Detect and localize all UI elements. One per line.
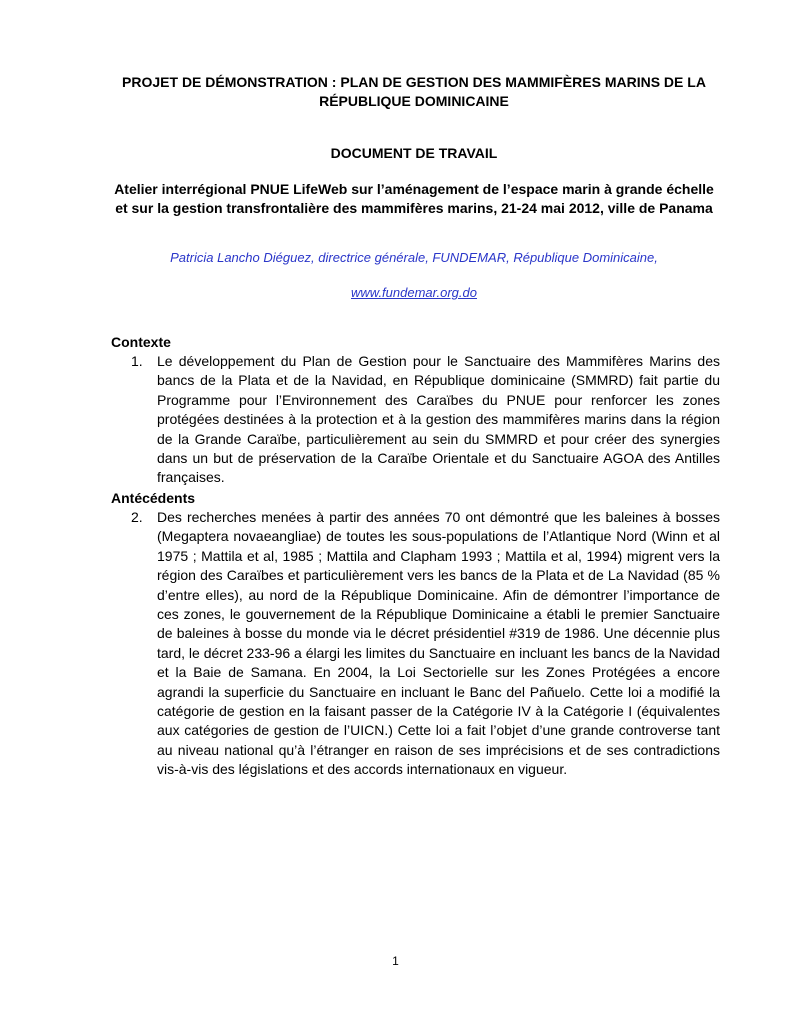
- numbered-paragraph-2: [131, 508, 720, 780]
- paragraph-text: Des recherches menées à partir des années 70 ont démontré que les baleines à bosses (Megaptera novaeangliae) de toutes les sous-populations de l’Atlantique Nord (Winn et al 1975 ; Mattila et al, 1985 ; Mattila and Clapham 1993 ; Mattila et al, 1994) migrent vers la région des Caraïbes et particulièrement vers les bancs de la Plata et de La Navidad (85 % d’entre elles), au nord de la République Dominicaine. Afin de démontrer l’importance de ces zones, le gouvernement de la République Dominicaine a établi le premier Sanctuaire de baleines à bosse du monde via le décret présidentiel #319 de 1986. Une décennie plus tard, le décret 233-96 a élargi les limites du Sanctuaire en incluant les bancs de la Navidad et la Baie de Samana. En 2004, la Loi Sectorielle sur les Zones Protégées a encore agrandi la superficie du Sanctuaire en incluant le Banc del Pañuelo. Cette loi a modifié la catégorie de gestion en la faisant passer de la Catégorie IV à la Catégorie I (équivalentes aux catégories de gestion de l’UICN.) Cette loi a fait l’objet d’une grande controverse tant au niveau national qu’à l’étranger en raison de ses imprécisions et de ses contradictions vis-à-vis des législations et des accords internationaux en vigueur.: [157, 509, 720, 778]
- page-number: 1: [392, 954, 399, 968]
- section-heading-antecedents: Antécédents: [111, 490, 196, 506]
- document-title: PROJET DE DÉMONSTRATION : PLAN DE GESTION DES MAMMIFÈRES MARINS DE LA RÉPUBLIQUE DOMINICAINE: [122, 74, 706, 109]
- paragraph-number: 2.: [131, 509, 143, 525]
- paragraph-number: 1.: [131, 353, 143, 369]
- workshop-title: Atelier interrégional PNUE LifeWeb sur l’aménagement de l’espace marin à grande échelle et sur la gestion transfrontalière des mammifères marins, 21-24 mai 2012, ville de Panama: [114, 181, 714, 216]
- author-line: Patricia Lancho Diéguez, directrice générale, FUNDEMAR, République Dominicaine,: [170, 250, 658, 265]
- paragraph-text: Le développement du Plan de Gestion pour le Sanctuaire des Mammifères Marins des bancs de la Plata et de la Navidad, en République dominicaine (SMMRD) fait partie du Programme pour l’Environnement des Caraïbes du PNUE pour renforcer les zones protégées destinées à la protection et à la gestion des mammifères marins dans la région de la Grande Caraïbe, particulièrement au sein du SMMRD et pour créer des synergies dans un but de préservation de la Caraïbe Orientale et du Sanctuaire AGOA des Antilles françaises.: [157, 353, 720, 486]
- section-heading-contexte: Contexte: [111, 334, 171, 350]
- document-type: DOCUMENT DE TRAVAIL: [330, 145, 498, 161]
- numbered-paragraph-1: [131, 352, 720, 488]
- website-link-line: [108, 284, 720, 302]
- website-link[interactable]: www.fundemar.org.do: [351, 285, 477, 300]
